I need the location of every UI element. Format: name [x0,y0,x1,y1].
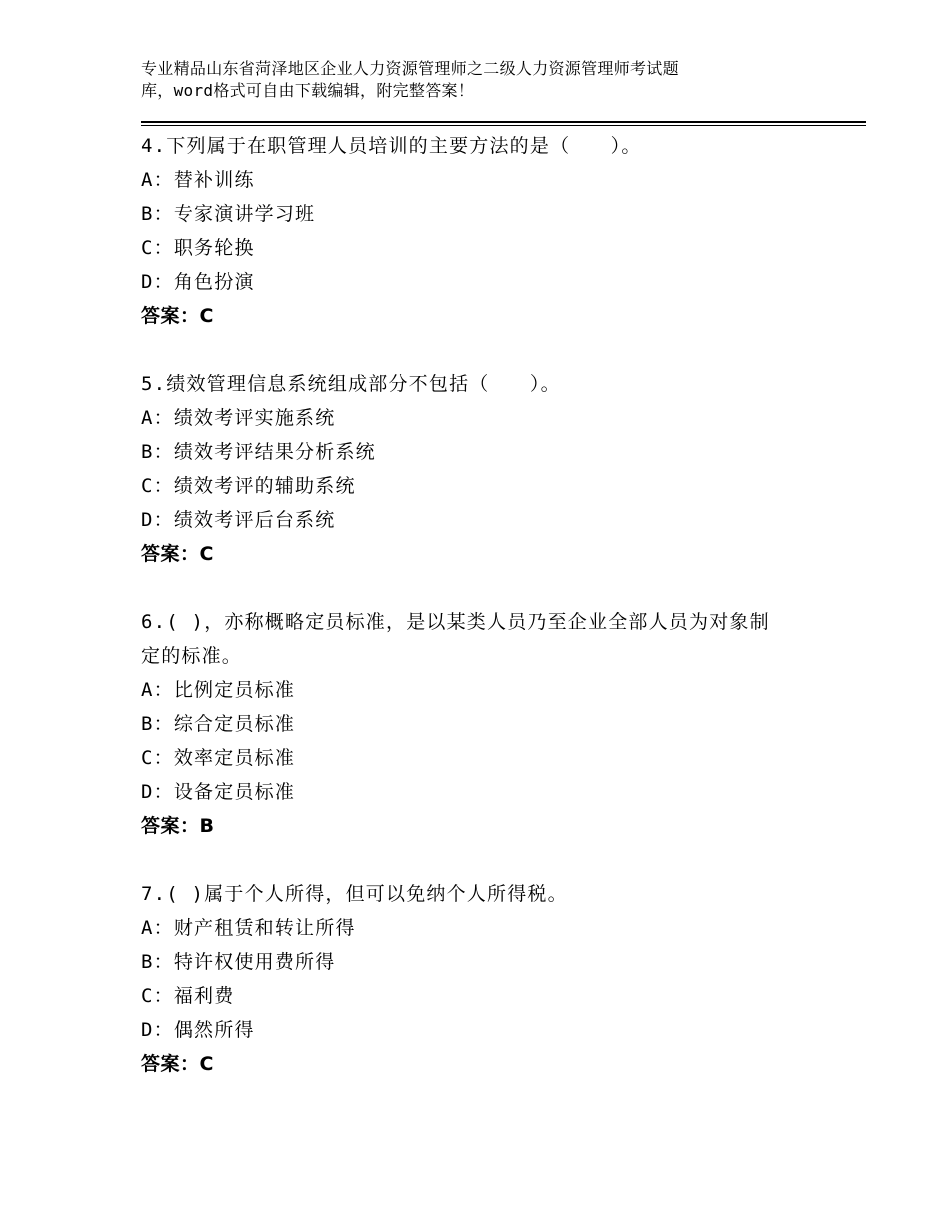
option-text: 设备定员标准 [173,781,296,803]
option-a [141,163,821,197]
question-4 [141,129,821,333]
option-text: 比例定员标准 [173,679,296,701]
question-7 [141,877,821,1081]
option-text: 福利费 [173,985,235,1007]
question-text: 5.绩效管理信息系统组成部分不包括（ ）。 [141,373,561,395]
option-d [141,503,821,537]
question-5 [141,367,821,571]
option-text: 综合定员标准 [173,713,296,735]
answer-line: 答案：B [141,815,215,837]
option-key: B： [141,441,174,463]
option-a [141,911,821,945]
option-b [141,707,821,741]
option-text: 偶然所得 [173,1019,255,1041]
option-key: A： [141,407,174,429]
option-text: 财产租赁和转让所得 [173,917,356,939]
option-key: D： [141,1019,174,1041]
option-d [141,1013,821,1047]
option-key: B： [141,951,174,973]
option-text: 效率定员标准 [173,747,296,769]
option-key: C： [141,985,174,1007]
option-d [141,265,821,299]
option-key: D： [141,271,174,293]
option-a [141,673,821,707]
option-d [141,775,821,809]
header-rule-thin [141,125,866,126]
option-text: 绩效考评后台系统 [173,509,336,531]
option-key: A： [141,917,174,939]
option-text: 绩效考评的辅助系统 [173,475,356,497]
option-key: B： [141,713,174,735]
option-c [141,741,821,775]
option-b [141,435,821,469]
option-key: C： [141,237,174,259]
document-header [141,58,781,102]
option-key: C： [141,747,174,769]
question-list [141,129,821,1115]
answer-line: 答案：C [141,543,214,565]
question-6 [141,605,821,843]
option-text: 专家演讲学习班 [173,203,316,225]
question-text: 6.( )，亦称概略定员标准，是以某类人员乃至企业全部人员为对象制 [141,611,770,633]
answer-line: 答案：C [141,305,214,327]
option-key: A： [141,679,174,701]
answer-line: 答案：C [141,1053,214,1075]
option-c [141,979,821,1013]
option-key: A： [141,169,174,191]
option-text: 替补训练 [173,169,255,191]
header-line-1: 专业精品山东省菏泽地区企业人力资源管理师之二级人力资源管理师考试题 [141,59,679,78]
option-key: D： [141,509,174,531]
question-text: 7.( )属于个人所得，但可以免纳个人所得税。 [141,883,568,905]
header-line-2: 库，word格式可自由下载编辑，附完整答案！ [141,81,475,100]
option-b [141,945,821,979]
option-text: 绩效考评实施系统 [173,407,336,429]
option-text: 绩效考评结果分析系统 [173,441,376,463]
header-rule-thick [141,121,866,123]
question-text: 4.下列属于在职管理人员培训的主要方法的是（ ）。 [141,135,642,157]
option-b [141,197,821,231]
option-key: D： [141,781,174,803]
option-key: C： [141,475,174,497]
option-text: 特许权使用费所得 [173,951,336,973]
option-a [141,401,821,435]
option-key: B： [141,203,174,225]
option-c [141,231,821,265]
option-text: 职务轮换 [173,237,255,259]
question-text-continued: 定的标准。 [141,645,243,667]
option-c [141,469,821,503]
option-text: 角色扮演 [173,271,255,293]
